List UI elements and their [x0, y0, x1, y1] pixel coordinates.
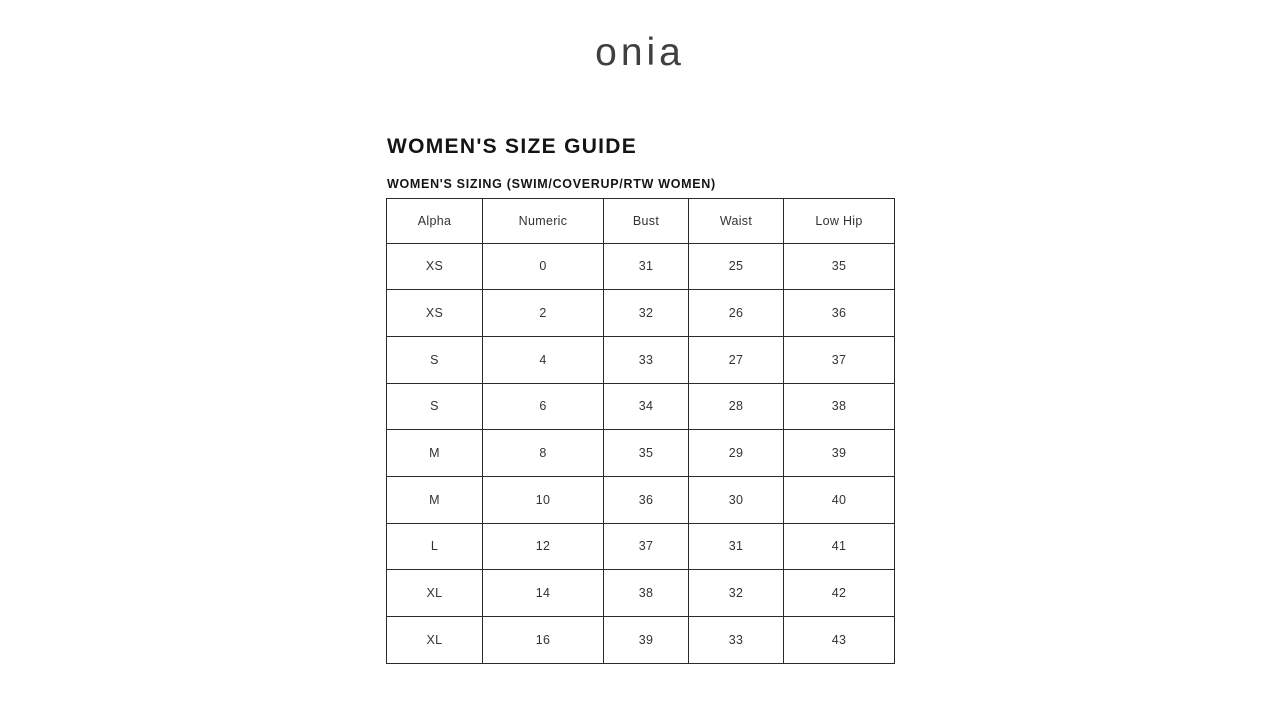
- table-cell: 30: [689, 476, 784, 523]
- table-cell: XL: [387, 617, 483, 664]
- table-row: [387, 430, 895, 477]
- table-cell: S: [387, 336, 483, 383]
- table-row: [387, 476, 895, 523]
- size-table-caption: WOMEN'S SIZING (SWIM/COVERUP/RTW WOMEN): [387, 177, 716, 191]
- table-cell: XS: [387, 243, 483, 290]
- table-cell: 25: [689, 243, 784, 290]
- column-header-alpha: Alpha: [387, 198, 483, 243]
- table-cell: 12: [483, 523, 604, 570]
- column-header-low-hip: Low Hip: [784, 198, 895, 243]
- table-row: [387, 336, 895, 383]
- table-cell: S: [387, 383, 483, 430]
- table-cell: 8: [483, 430, 604, 477]
- table-cell: 2: [483, 290, 604, 337]
- table-cell: 37: [784, 336, 895, 383]
- size-table-body: [387, 243, 895, 663]
- size-guide-content: [386, 136, 894, 664]
- table-cell: 31: [689, 523, 784, 570]
- table-cell: 29: [689, 430, 784, 477]
- table-cell: 35: [784, 243, 895, 290]
- table-cell: 0: [483, 243, 604, 290]
- size-table-header: [387, 198, 895, 243]
- table-cell: 26: [689, 290, 784, 337]
- table-cell: 40: [784, 476, 895, 523]
- column-header-bust: Bust: [604, 198, 689, 243]
- table-row: [387, 383, 895, 430]
- table-row: [387, 617, 895, 664]
- table-cell: 33: [689, 617, 784, 664]
- table-cell: XS: [387, 290, 483, 337]
- table-cell: 10: [483, 476, 604, 523]
- table-row: [387, 570, 895, 617]
- table-cell: 32: [604, 290, 689, 337]
- table-cell: 28: [689, 383, 784, 430]
- table-cell: 36: [784, 290, 895, 337]
- table-cell: 39: [604, 617, 689, 664]
- table-cell: 43: [784, 617, 895, 664]
- table-cell: 38: [604, 570, 689, 617]
- table-cell: 37: [604, 523, 689, 570]
- table-cell: 27: [689, 336, 784, 383]
- table-row: [387, 243, 895, 290]
- column-header-waist: Waist: [689, 198, 784, 243]
- table-cell: M: [387, 430, 483, 477]
- site-header: [0, 0, 1280, 72]
- table-cell: 41: [784, 523, 895, 570]
- page-title: WOMEN'S SIZE GUIDE: [387, 135, 638, 158]
- table-cell: 14: [483, 570, 604, 617]
- table-cell: 34: [604, 383, 689, 430]
- table-cell: 33: [604, 336, 689, 383]
- table-cell: M: [387, 476, 483, 523]
- womens-size-table: [386, 198, 895, 664]
- table-cell: 16: [483, 617, 604, 664]
- table-cell: 31: [604, 243, 689, 290]
- table-row: [387, 290, 895, 337]
- brand-logo[interactable]: onia: [595, 31, 685, 74]
- table-cell: 42: [784, 570, 895, 617]
- table-cell: 36: [604, 476, 689, 523]
- table-cell: L: [387, 523, 483, 570]
- table-row: [387, 523, 895, 570]
- table-cell: 38: [784, 383, 895, 430]
- column-header-numeric: Numeric: [483, 198, 604, 243]
- table-cell: 6: [483, 383, 604, 430]
- table-cell: 32: [689, 570, 784, 617]
- table-cell: 4: [483, 336, 604, 383]
- table-cell: XL: [387, 570, 483, 617]
- table-cell: 35: [604, 430, 689, 477]
- size-table-header-row: [387, 198, 895, 243]
- table-cell: 39: [784, 430, 895, 477]
